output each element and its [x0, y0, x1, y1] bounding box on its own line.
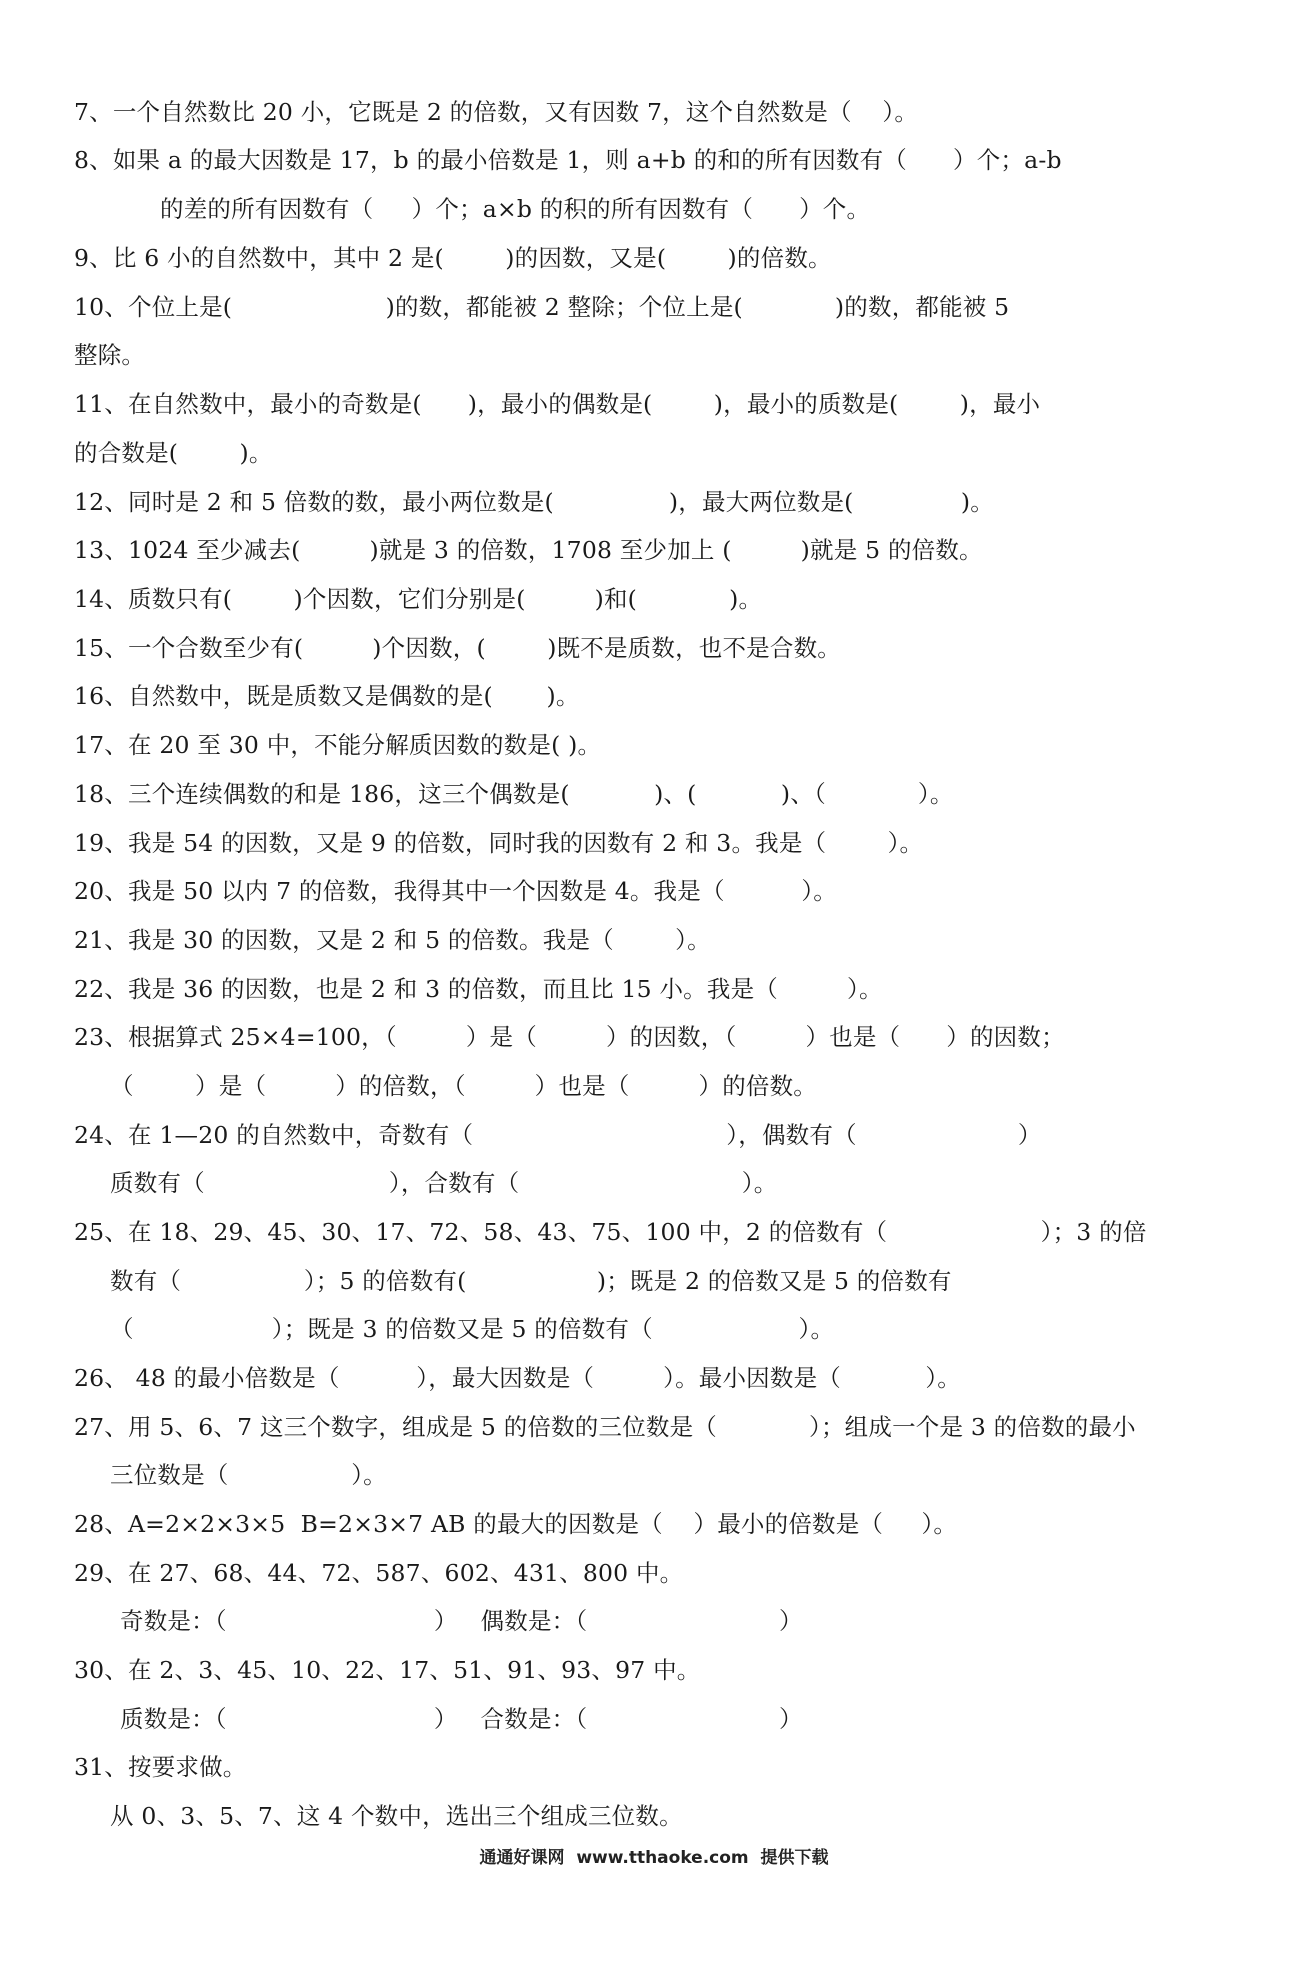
question-30-answers: 质数是：（ ） 合数是：（ ） — [120, 1705, 803, 1733]
question-29: 29、在 27、68、44、72、587、602、431、800 中。 — [74, 1559, 684, 1587]
question-23: 23、根据算式 25×4=100，（ ）是（ ）的因数，（ ）也是（ ）的因数； — [74, 1023, 1065, 1051]
question-29-answers: 奇数是：（ ） 偶数是：（ ） — [120, 1607, 803, 1635]
question-25-cont-2: （ ）；既是 3 的倍数又是 5 的倍数有（ ）。 — [110, 1315, 835, 1343]
question-17: 17、在 20 至 30 中，不能分解质因数的数是( )。 — [74, 731, 602, 759]
question-20: 20、我是 50 以内 7 的倍数，我得其中一个因数是 4。我是（ ）。 — [74, 877, 838, 905]
question-21: 21、我是 30 的因数，又是 2 和 5 的倍数。我是（ ）。 — [74, 926, 711, 954]
question-14: 14、质数只有( )个因数，它们分别是( )和( )。 — [74, 585, 763, 613]
question-8-cont: 的差的所有因数有（ ）个；a×b 的积的所有因数有（ ）个。 — [160, 195, 871, 223]
question-25: 25、在 18、29、45、30、17、72、58、43、75、100 中，2 的倍数有（ ）；3 的倍 — [74, 1218, 1147, 1246]
question-10-cont: 整除。 — [74, 341, 146, 369]
question-16: 16、自然数中，既是质数又是偶数的是( )。 — [74, 682, 580, 710]
question-23-cont: （ ）是（ ）的倍数，（ ）也是（ ）的倍数。 — [110, 1072, 817, 1100]
question-27: 27、用 5、6、7 这三个数字，组成是 5 的倍数的三位数是（ ）；组成一个是 3 的倍数的最小 — [74, 1413, 1136, 1441]
question-30: 30、在 2、3、45、10、22、17、51、91、93、97 中。 — [74, 1656, 701, 1684]
question-24-cont: 质数有（ ），合数有（ ）。 — [110, 1169, 778, 1197]
footer-source: 通通好课网 www.tthaoke.com 提供下载 — [479, 1848, 829, 1868]
question-24: 24、在 1—20 的自然数中，奇数有（ ），偶数有（ ） — [74, 1121, 1042, 1149]
question-27-cont: 三位数是（ ）。 — [110, 1461, 387, 1489]
question-28: 28、A=2×2×3×5 B=2×3×7 AB 的最大的因数是（ ）最小的倍数是（ ）。 — [74, 1510, 958, 1538]
question-31: 31、按要求做。 — [74, 1753, 247, 1781]
question-19: 19、我是 54 的因数，又是 9 的倍数，同时我的因数有 2 和 3。我是（ ）。 — [74, 829, 924, 857]
question-13: 13、1024 至少减去( )就是 3 的倍数，1708 至少加上 ( )就是 5 的倍数。 — [74, 536, 983, 564]
question-11: 11、在自然数中，最小的奇数是( )，最小的偶数是( )，最小的质数是( )，最小 — [74, 390, 1041, 418]
question-31-cont: 从 0、3、5、7、这 4 个数中，选出三个组成三位数。 — [110, 1802, 683, 1830]
question-22: 22、我是 36 的因数，也是 2 和 3 的倍数，而且比 15 小。我是（ ）。 — [74, 975, 883, 1003]
question-9: 9、比 6 小的自然数中，其中 2 是( )的因数，又是( )的倍数。 — [74, 244, 832, 272]
question-8: 8、如果 a 的最大因数是 17，b 的最小倍数是 1，则 a+b 的和的所有因数有（ ）个；a-b — [74, 146, 1062, 174]
question-11-cont: 的合数是( )。 — [74, 439, 273, 467]
question-25-cont-1: 数有（ ）；5 的倍数有( )；既是 2 的倍数又是 5 的倍数有 — [110, 1267, 952, 1295]
question-26: 26、 48 的最小倍数是（ ），最大因数是（ ）。最小因数是（ ）。 — [74, 1364, 961, 1392]
question-15: 15、一个合数至少有( )个因数，( )既不是质数，也不是合数。 — [74, 634, 841, 662]
question-10: 10、个位上是( )的数，都能被 2 整除；个位上是( )的数，都能被 5 — [74, 293, 1010, 321]
question-7: 7、一个自然数比 20 小，它既是 2 的倍数，又有因数 7，这个自然数是（ ）。 — [74, 98, 919, 126]
question-18: 18、三个连续偶数的和是 186，这三个偶数是( )、( )、（ ）。 — [74, 780, 954, 808]
question-12: 12、同时是 2 和 5 倍数的数，最小两位数是( )，最大两位数是( )。 — [74, 488, 994, 516]
